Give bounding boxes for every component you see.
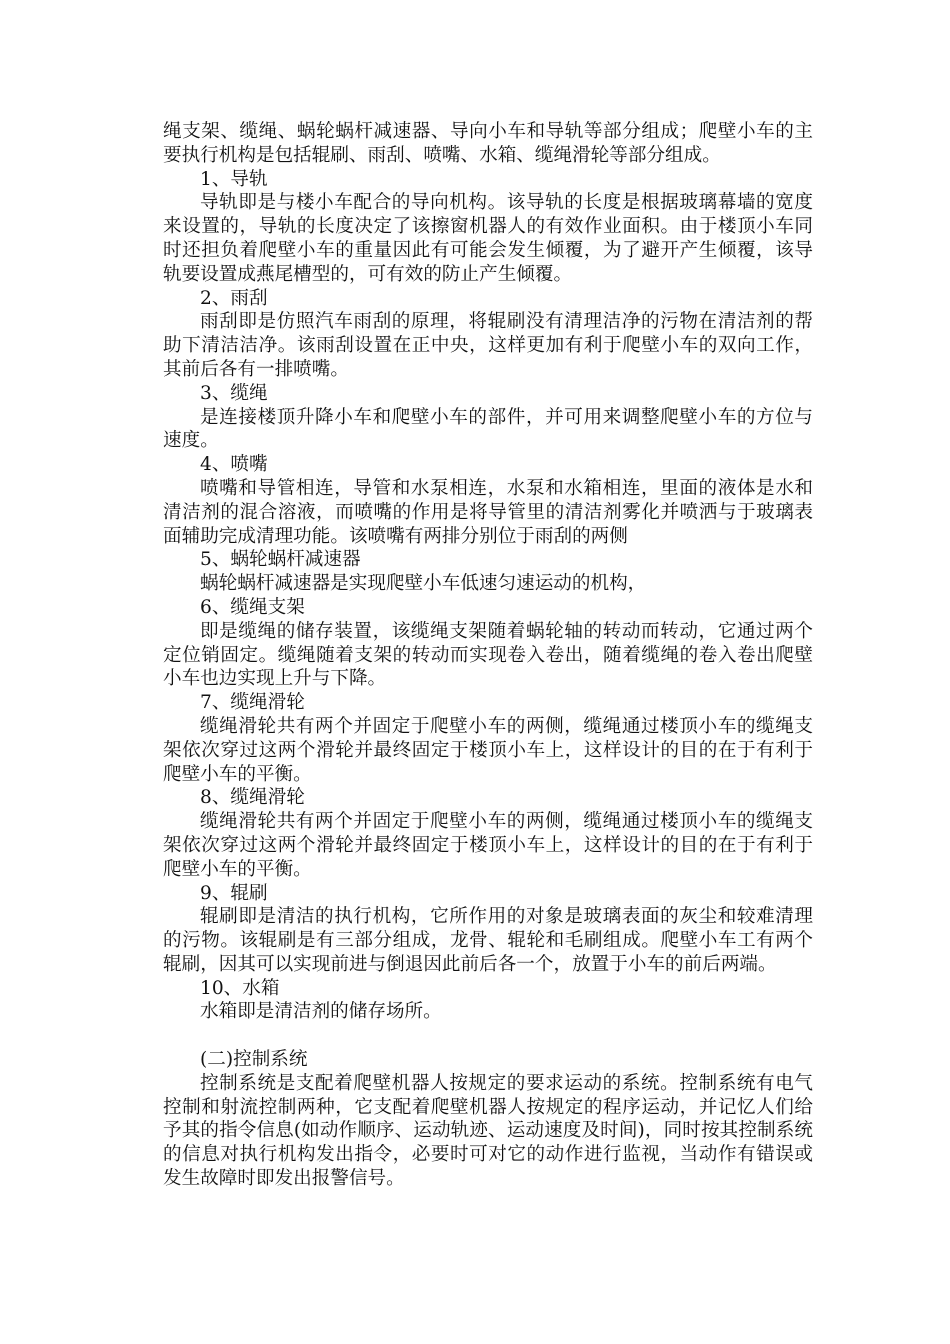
intro-paragraph: 绳支架、缆绳、蜗轮蜗杆减速器、导向小车和导轨等部分组成；爬壁小车的主要执行机构是包括辊刷、雨刮、喷嘴、水箱、缆绳滑轮等部分组成。	[163, 121, 813, 166]
section-body-guide-rail: 导轨即是与楼小车配合的导向机构。该导轨的长度是根据玻璃幕墙的宽度来设置的，导轨的长度决定了该擦窗机器人的有效作业面积。由于楼顶小车同时还担负着爬壁小车的重量因此有可能会发生倾覆，为了避开产生倾覆，该导轨要设置成燕尾槽型的，可有效的防止产生倾覆。	[163, 192, 813, 285]
section-heading-water-tank: 10、水箱	[200, 977, 280, 999]
section-heading-cable-bracket: 6、缆绳支架	[200, 596, 305, 618]
section-body-worm-reducer: 蜗轮蜗杆减速器是实现爬壁小车低速匀速运动的机构，	[200, 573, 647, 595]
section-heading-wiper: 2、雨刮	[200, 287, 268, 309]
section-body-wiper: 雨刮即是仿照汽车雨刮的原理，将辊刷没有清理洁净的污物在清洁剂的帮助下清洁洁净。该雨刮设置在正中央，这样更加有利于爬壁小车的双向工作，其前后各有一排喷嘴。	[163, 311, 813, 380]
section-heading-cable-pulley: 7、缆绳滑轮	[200, 692, 305, 714]
section-body-nozzle: 喷嘴和导管相连，导管和水泵相连，水泵和水箱相连，里面的液体是水和清洁剂的混合溶液，而喷嘴的作用是将导管里的清洁剂雾化并喷洒与于玻璃表面辅助完成清理功能。该喷嘴有两排分别位于雨刮的两侧	[163, 477, 813, 547]
section-body-cable-pulley-2: 缆绳滑轮共有两个并固定于爬壁小车的两侧，缆绳通过楼顶小车的缆绳支架依次穿过这两个滑轮并最终固定于楼顶小车上，这样设计的目的在于有利于爬壁小车的平衡。	[163, 811, 813, 880]
control-system-body: 控制系统是支配着爬壁机器人按规定的要求运动的系统。控制系统有电气控制和射流控制两种，它支配着爬壁机器人按规定的程序运动，并记忆人们给予其的指令信息(如动作顺序、运动轨迹、运动速度及时间)，同时按其控制系统的信息对执行机构发出指令，必要时可对它的动作进行监视，当动作有错误或发生故障时即发出报警信号。	[163, 1072, 813, 1190]
section-heading-roller-brush: 9、辊刷	[200, 882, 268, 904]
section-body-cable-pulley: 缆绳滑轮共有两个并固定于爬壁小车的两侧，缆绳通过楼顶小车的缆绳支架依次穿过这两个滑轮并最终固定于楼顶小车上，这样设计的目的在于有利于爬壁小车的平衡。	[163, 715, 813, 785]
blank-line	[163, 1024, 813, 1048]
section-body-cable-bracket: 即是缆绳的储存装置，该缆绳支架随着蜗轮轴的转动而转动，它通过两个定位销固定。缆绳随着支架的转动而实现卷入卷出，随着缆绳的卷入卷出爬壁小车也边实现上升与下降。	[163, 620, 813, 690]
section-heading-nozzle: 4、喷嘴	[200, 454, 268, 476]
document-body	[163, 120, 813, 1191]
section-heading-worm-reducer: 5、蜗轮蜗杆减速器	[200, 549, 361, 571]
section-heading-guide-rail: 1、导轨	[200, 168, 268, 190]
section-body-water-tank: 水箱即是清洁剂的储存场所。	[200, 1001, 442, 1023]
section-body-cable: 是连接楼顶升降小车和爬壁小车的部件，并可用来调整爬壁小车的方位与速度。	[163, 406, 813, 452]
section-body-roller-brush: 辊刷即是清洁的执行机构，它所作用的对象是玻璃表面的灰尘和较难清理的污物。该辊刷是有三部分组成，龙骨、辊轮和毛刷组成。爬壁小车工有两个辊刷，因其可以实现前进与倒退因此前后各一个，放置于小车的前后两端。	[163, 906, 813, 975]
control-system-heading: (二)控制系统	[200, 1049, 308, 1071]
section-heading-cable-pulley-2: 8、缆绳滑轮	[200, 787, 305, 809]
section-heading-cable: 3、缆绳	[200, 382, 268, 404]
